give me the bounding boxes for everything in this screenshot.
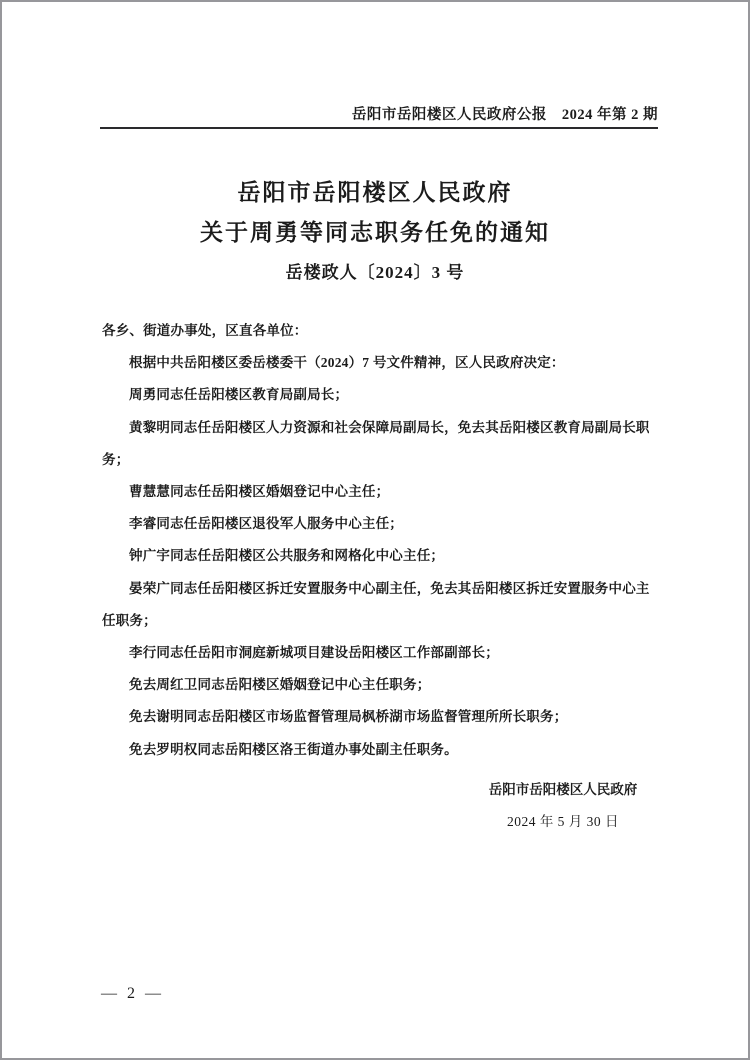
signature-block <box>423 774 703 838</box>
salutation: 各乡、街道办事处，区直各单位： <box>102 323 308 338</box>
body-paragraph: 免去周红卫同志岳阳楼区婚姻登记中心主任职务； <box>129 677 431 693</box>
body-paragraph: 晏荣广同志任岳阳楼区拆迁安置服务中心副主任，免去其岳阳楼区拆迁安置服务中心主任职务； <box>102 580 650 628</box>
signature-date: 2024 年 5 月 30 日 <box>506 814 620 830</box>
page-number: — 2 — <box>101 985 164 1002</box>
document-body <box>102 315 658 766</box>
body-paragraph: 黄黎明同志任岳阳楼区人力资源和社会保障局副局长，免去其岳阳楼区教育局副局长职务； <box>102 419 650 467</box>
body-paragraph: 根据中共岳阳楼区委岳楼委干（2024）7 号文件精神，区人民政府决定： <box>129 355 565 371</box>
document-title-line1: 岳阳市岳阳楼区人民政府 <box>237 180 513 205</box>
body-paragraph: 周勇同志任岳阳楼区教育局副局长； <box>129 387 349 403</box>
body-paragraph: 曹慧慧同志任岳阳楼区婚姻登记中心主任； <box>129 484 390 500</box>
body-paragraph: 钟广宇同志任岳阳楼区公共服务和网格化中心主任； <box>129 548 445 564</box>
signature-issuer: 岳阳市岳阳楼区人民政府 <box>488 782 638 797</box>
document-number: 岳楼政人〔2024〕3 号 <box>285 263 465 282</box>
body-paragraph: 李行同志任岳阳市洞庭新城项目建设岳阳楼区工作部副部长； <box>129 645 499 661</box>
body-paragraph: 李睿同志任岳阳楼区退役军人服务中心主任； <box>129 516 403 532</box>
masthead-header: 岳阳市岳阳楼区人民政府公报 2024 年第 2 期 <box>100 103 658 129</box>
body-paragraph: 免去谢明同志岳阳楼区市场监督管理局枫桥湖市场监督管理所所长职务； <box>129 709 568 725</box>
document-title-line2: 关于周勇等同志职务任免的通知 <box>200 220 550 245</box>
body-paragraph: 免去罗明权同志岳阳楼区洛王街道办事处副主任职务。 <box>129 741 458 757</box>
